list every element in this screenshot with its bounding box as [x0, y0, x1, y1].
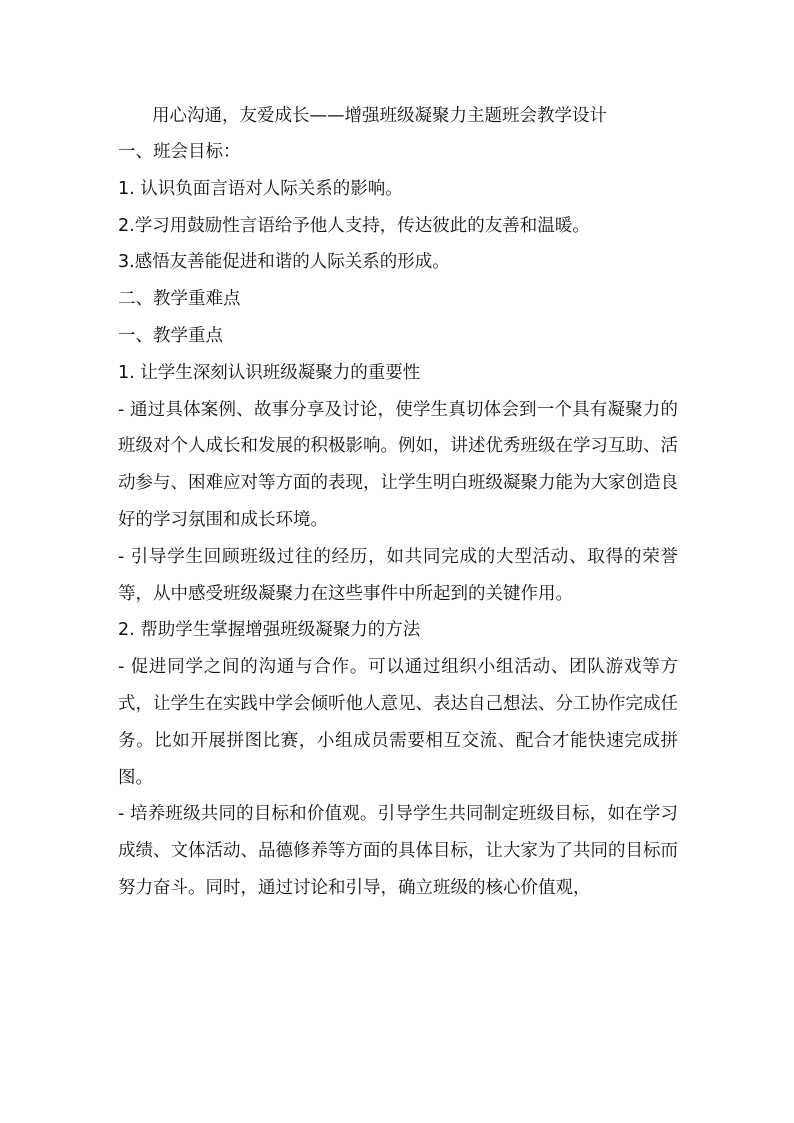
document-body [118, 98, 678, 907]
key-point-2-heading: 2. 帮助学生掌握增强班级凝聚力的方法 [118, 620, 421, 641]
goal-item-1: 1. 认识负面言语对人际关系的影响。 [118, 178, 403, 199]
section-heading-key-difficulties: 二、教学重难点 [118, 289, 241, 310]
document-title: 用心沟通，友爱成长——增强班级凝聚力主题班会教学设计 [152, 106, 607, 126]
goal-item-3: 3.感悟友善能促进和谐的人际关系的形成。 [118, 252, 450, 273]
key-point-2-detail-2: - 培养班级共同的目标和价值观。引导学生共同制定班级目标，如在学习成绩、文体活动、品德修养等方面的具体目标，让大家为了共同的目标而努力奋斗。同时，通过讨论和引导，确立班级的核心价值观， [118, 804, 678, 898]
subsection-heading-key-points: 一、教学重点 [118, 325, 223, 346]
key-point-1-detail-1: - 通过具体案例、故事分享及讨论，使学生真切体会到一个具有凝聚力的班级对个人成长和发展的积极影响。例如，讲述优秀班级在学习互助、活动参与、困难应对等方面的表现，让学生明白班级凝聚力能为大家创造良好的学习氛围和成长环境。 [118, 399, 678, 530]
section-heading-goals: 一、班会目标： [118, 142, 241, 162]
goal-item-2: 2.学习用鼓励性言语给予他人支持，传达彼此的友善和温暖。 [118, 215, 590, 236]
key-point-1-detail-2: - 引导学生回顾班级过往的经历，如共同完成的大型活动、取得的荣誉等，从中感受班级凝聚力在这些事件中所起到的关键作用。 [118, 546, 678, 604]
key-point-1-heading: 1. 让学生深刻认识班级凝聚力的重要性 [118, 362, 421, 383]
key-point-2-detail-1: - 促进同学之间的沟通与合作。可以通过组织小组活动、团队游戏等方式，让学生在实践中学会倾听他人意见、表达自己想法、分工协作完成任务。比如开展拼图比赛，小组成员需要相互交流、配合才能快速完成拼图。 [118, 657, 678, 788]
